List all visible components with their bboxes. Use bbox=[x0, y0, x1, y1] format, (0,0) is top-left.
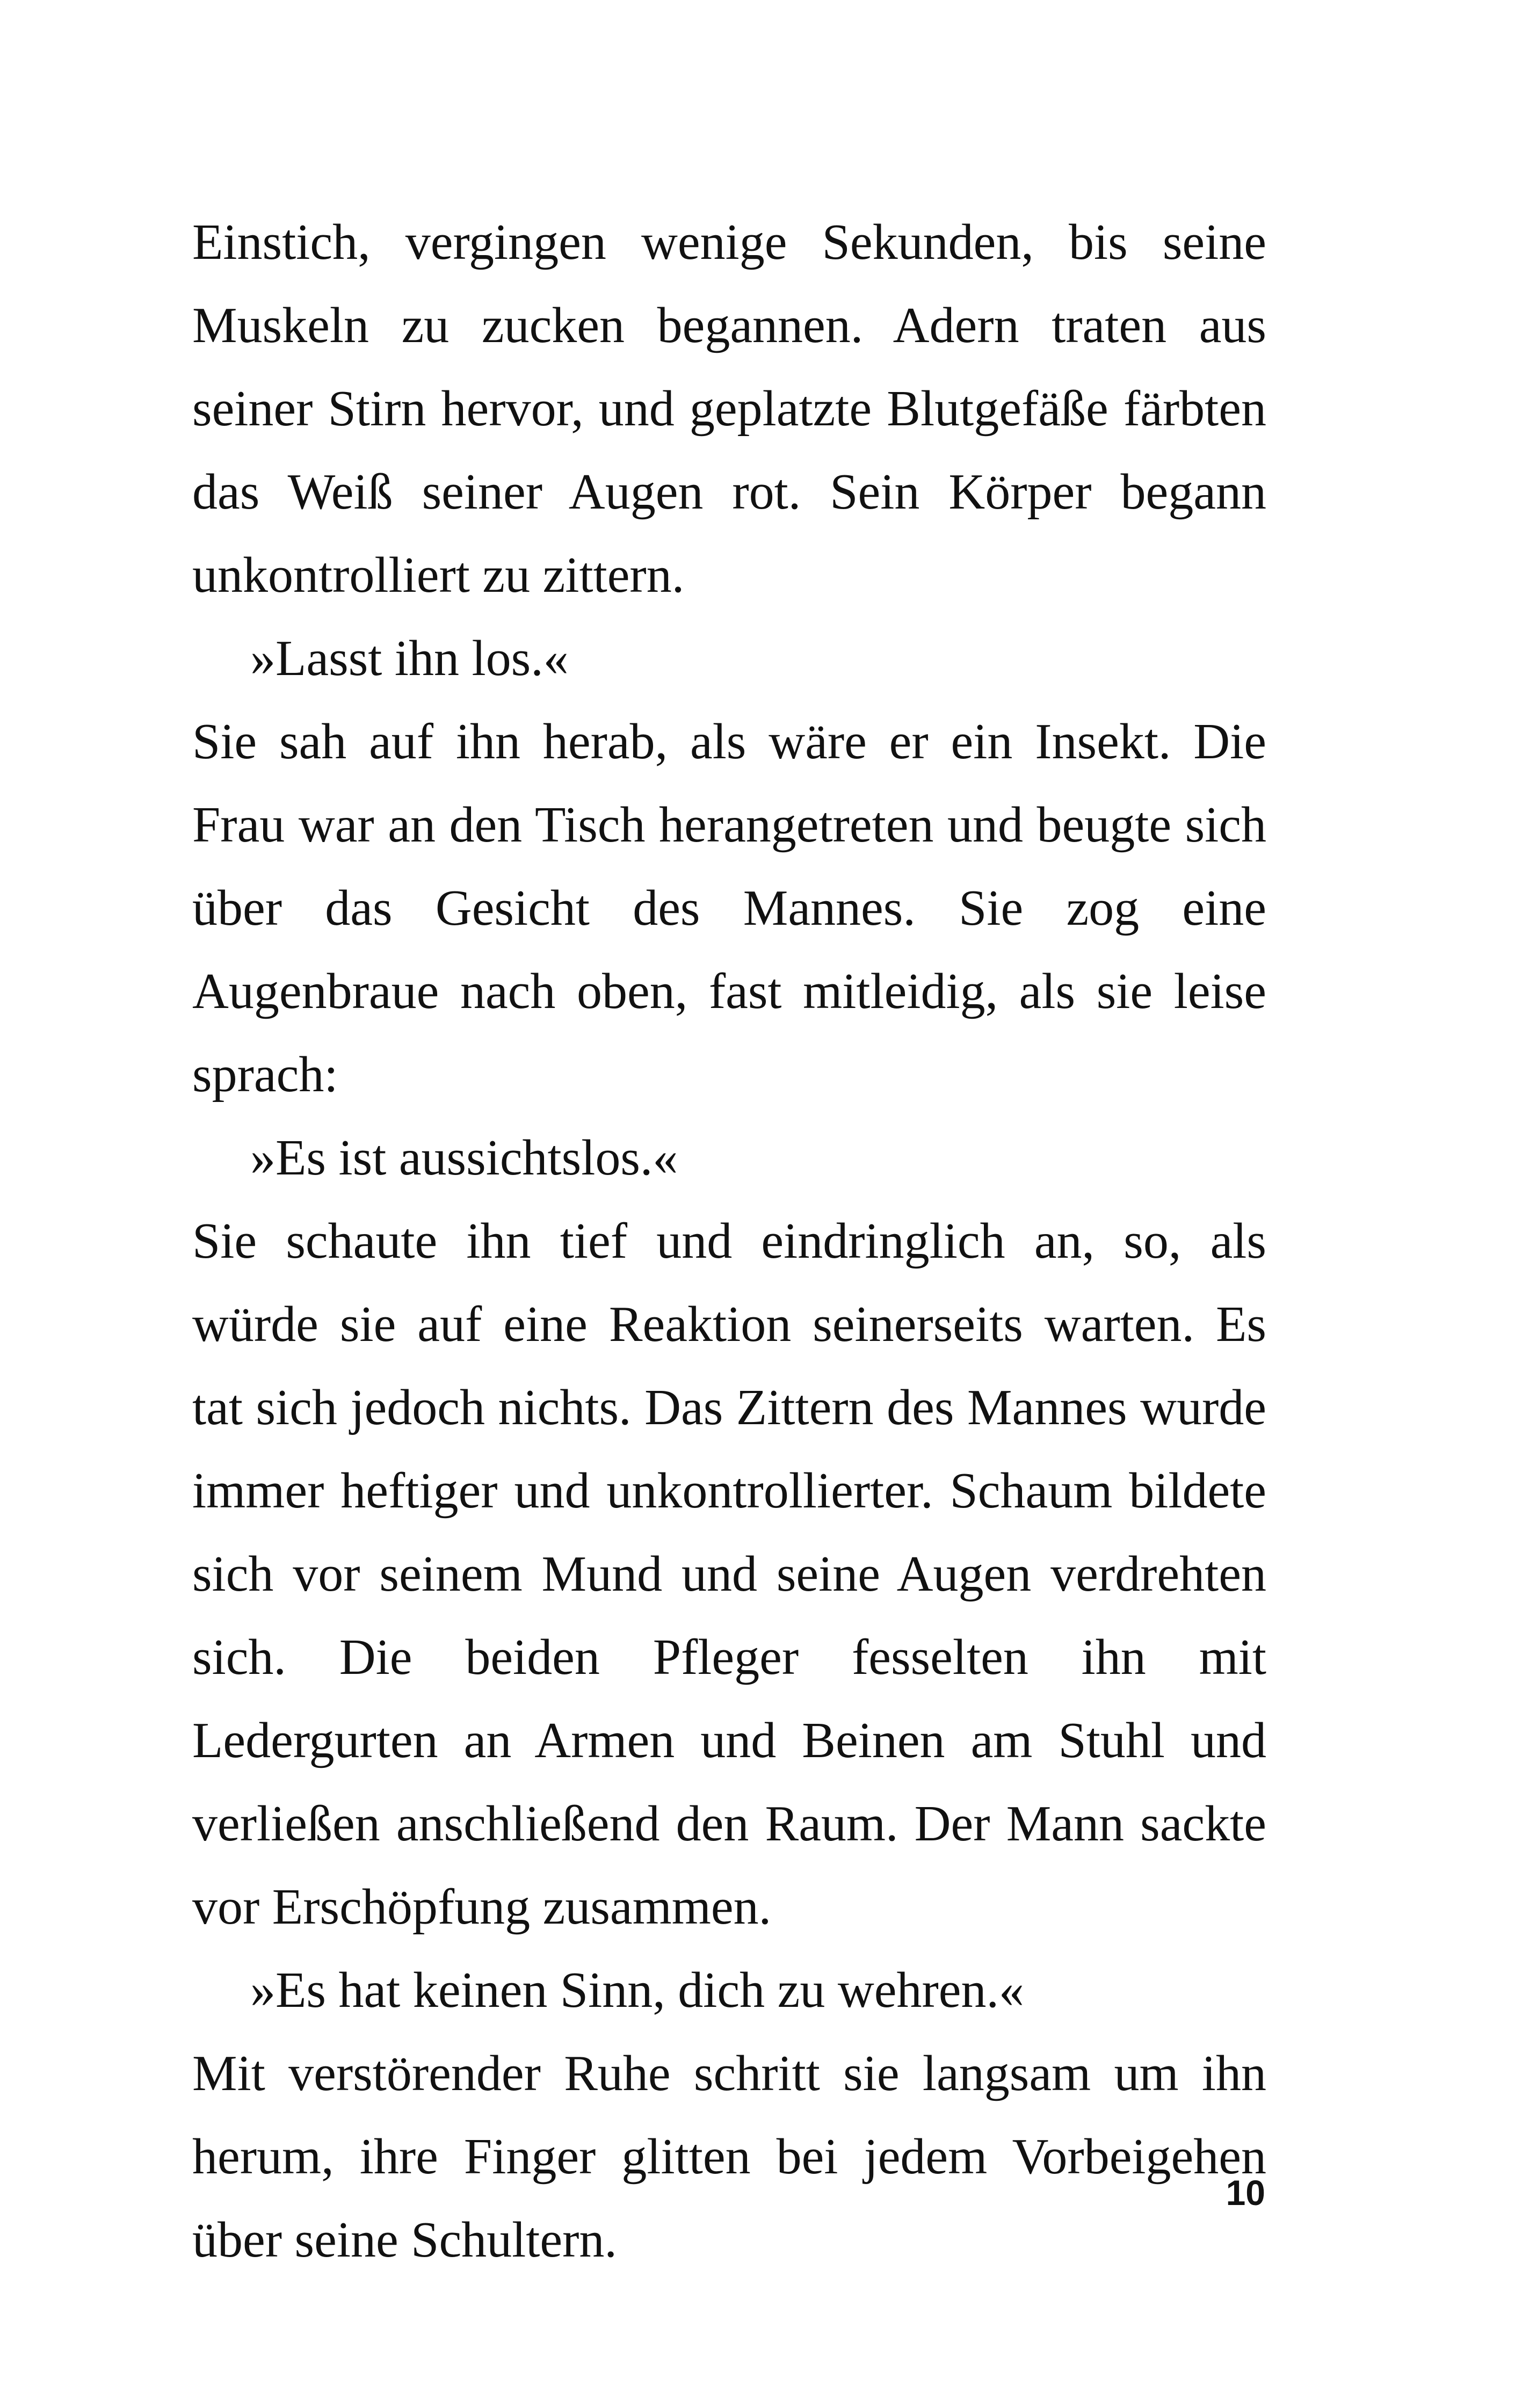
dialogue-line: »Es ist aussichtslos.« bbox=[250, 1130, 678, 1186]
page-number: 10 bbox=[1226, 2173, 1265, 2213]
dialogue-line: »Es hat keinen Sinn, dich zu wehren.« bbox=[250, 1962, 1024, 2018]
paragraph: Mit verstörender Ruhe schritt sie langsam um ihn herum, ihre Finger glitten bei jedem Vorbeigehen über seine Schultern. bbox=[192, 2046, 1266, 2268]
dialogue-line: »Lasst ihn los.« bbox=[250, 630, 569, 686]
paragraph: Einstich, vergingen wenige Sekunden, bis seine Muskeln zu zucken begannen. Adern traten aus seiner Stirn hervor, und geplatzte Blutgefäße färbten das Weiß seiner Augen rot. Sein Körper begann unkontrolliert zu zittern. bbox=[192, 214, 1266, 603]
paragraph: Sie sah auf ihn herab, als wäre er ein Insekt. Die Frau war an den Tisch herangetreten und beugte sich über das Gesicht des Mannes. Sie zog eine Augenbraue nach oben, fast mitleidig, als sie leise sprach: bbox=[192, 714, 1266, 1103]
body-text bbox=[192, 201, 1266, 2282]
paragraph: Sie schaute ihn tief und eindringlich an, so, als würde sie auf eine Reaktion seinerseits warten. Es tat sich jedoch nichts. Das Zittern des Mannes wurde immer heftiger und unkontrollierter. Schaum bildete sich vor seinem Mund und seine Augen verdrehten sich. Die beiden Pfleger fesselten ihn mit Ledergurten an Armen und Beinen am Stuhl und verließen anschließend den Raum. Der Mann sackte vor Erschöpfung zusammen. bbox=[192, 1213, 1266, 1935]
